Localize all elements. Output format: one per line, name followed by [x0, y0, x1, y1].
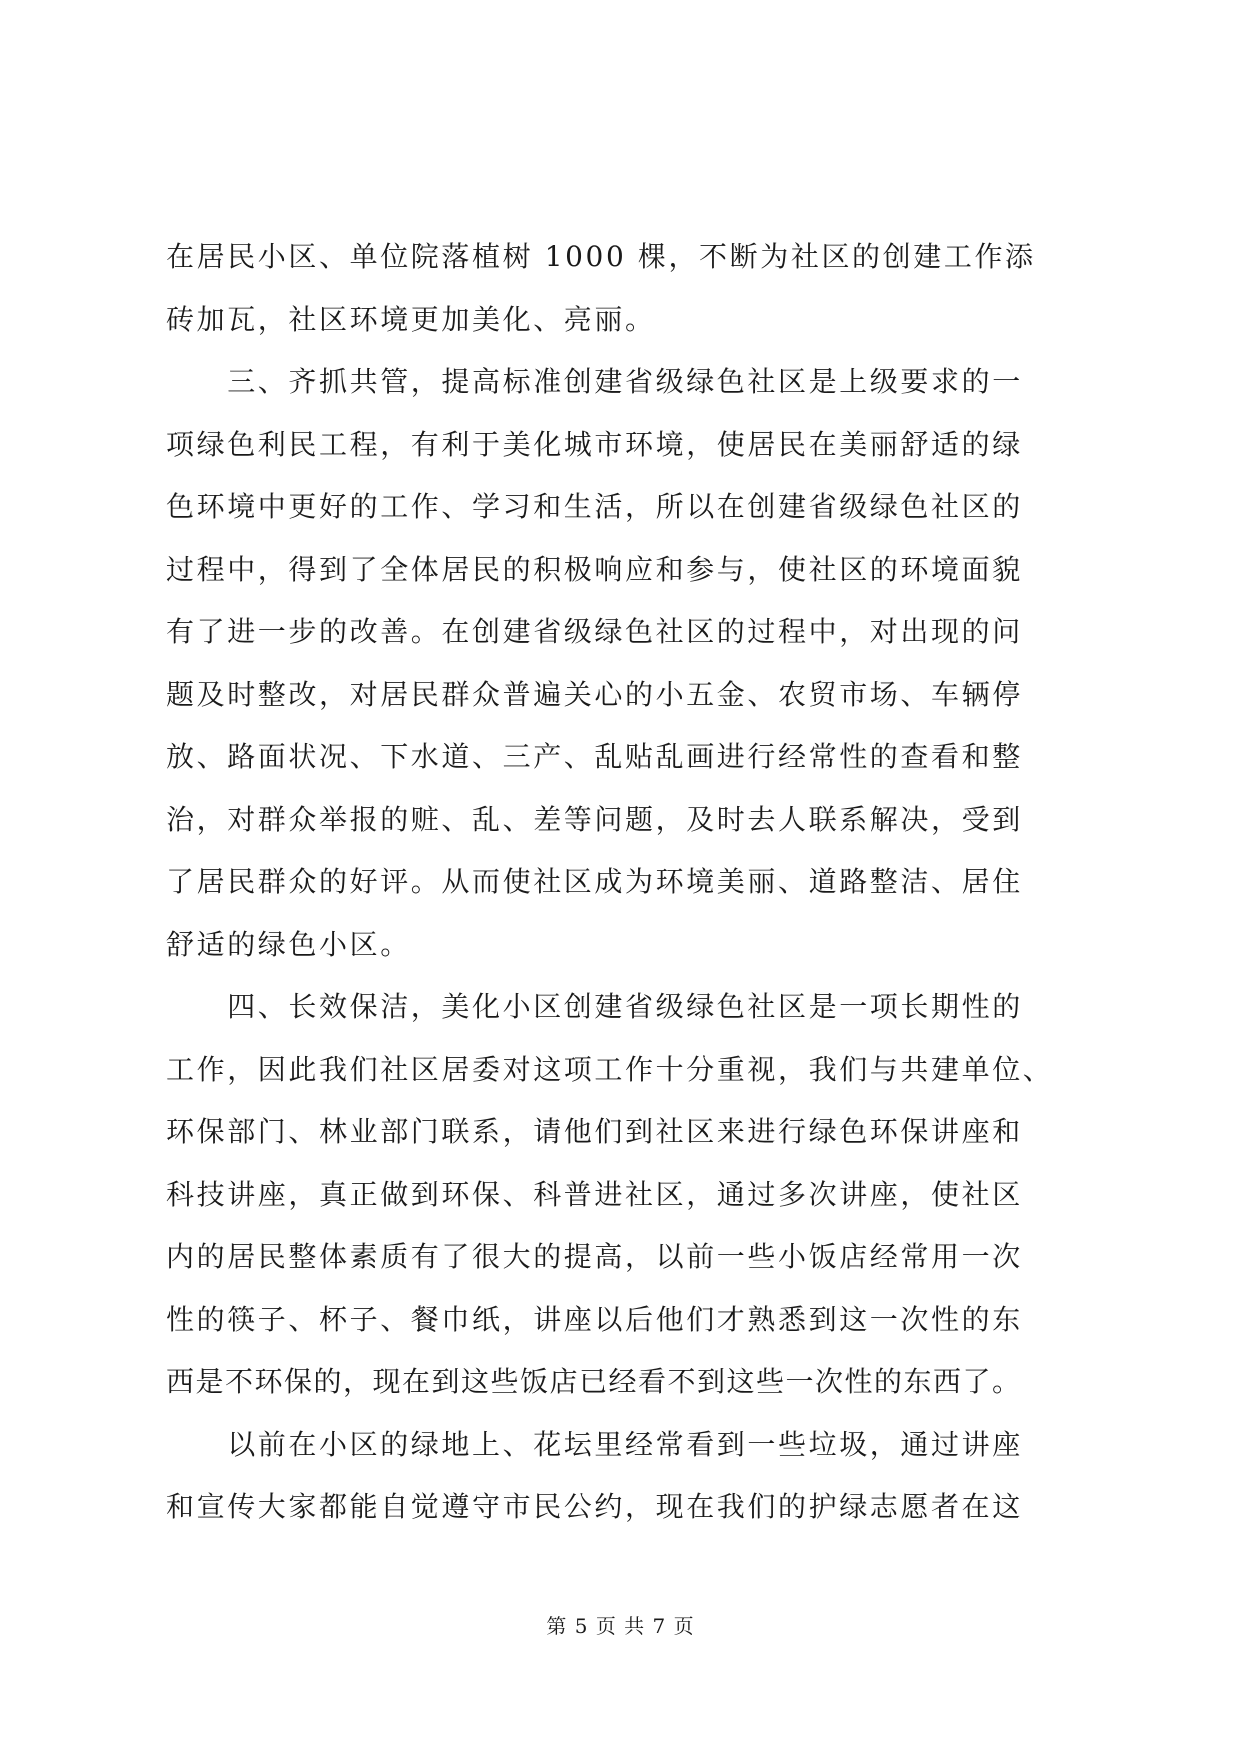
text-line: 以前在小区的绿地上、花坛里经常看到一些垃圾，通过讲座 [166, 1427, 1023, 1461]
page-number-footer: 第 5 页 共 7 页 [546, 1614, 695, 1638]
text-line: 在居民小区、单位院落植树 1000 棵，不断为社区的创建工作添 [166, 240, 1036, 273]
text-line: 科技讲座，真正做到环保、科普进社区，通过多次讲座，使社区 [166, 1177, 1023, 1211]
text-line: 西是不环保的，现在到这些饭店已经看不到这些一次性的东西了。 [166, 1365, 1022, 1398]
text-line: 过程中，得到了全体居民的积极响应和参与，使社区的环境面貌 [166, 552, 1023, 586]
text-line: 环保部门、林业部门联系，请他们到社区来进行绿色环保讲座和 [166, 1115, 1023, 1148]
text-line: 色环境中更好的工作、学习和生活，所以在创建省级绿色社区的 [166, 490, 1023, 523]
text-line: 了居民群众的好评。从而使社区成为环境美丽、道路整洁、居住 [166, 865, 1023, 898]
text-line: 题及时整改，对居民群众普遍关心的小五金、农贸市场、车辆停 [166, 677, 1023, 711]
text-line: 治，对群众举报的赃、乱、差等问题，及时去人联系解决，受到 [166, 802, 1023, 836]
text-line: 砖加瓦，社区环境更加美化、亮丽。 [166, 302, 656, 336]
text-line: 四、长效保洁，美化小区创建省级绿色社区是一项长期性的 [166, 990, 1023, 1023]
text-line: 有了进一步的改善。在创建省级绿色社区的过程中，对出现的问 [166, 615, 1023, 648]
text-line: 和宣传大家都能自觉遵守市民公约，现在我们的护绿志愿者在这 [166, 1490, 1023, 1523]
text-line: 性的筷子、杯子、餐巾纸，讲座以后他们才熟悉到这一次性的东 [166, 1302, 1023, 1336]
text-line: 三、齐抓共管，提高标准创建省级绿色社区是上级要求的一 [166, 365, 1023, 398]
text-line: 舒适的绿色小区。 [166, 927, 411, 961]
text-line: 内的居民整体素质有了很大的提高，以前一些小饭店经常用一次 [166, 1240, 1023, 1273]
text-line: 放、路面状况、下水道、三产、乱贴乱画进行经常性的查看和整 [166, 740, 1023, 773]
text-line: 项绿色利民工程，有利于美化城市环境，使居民在美丽舒适的绿 [166, 427, 1023, 461]
text-line: 工作，因此我们社区居委对这项工作十分重视，我们与共建单位、 [166, 1052, 1054, 1086]
body-text [166, 226, 1076, 1539]
